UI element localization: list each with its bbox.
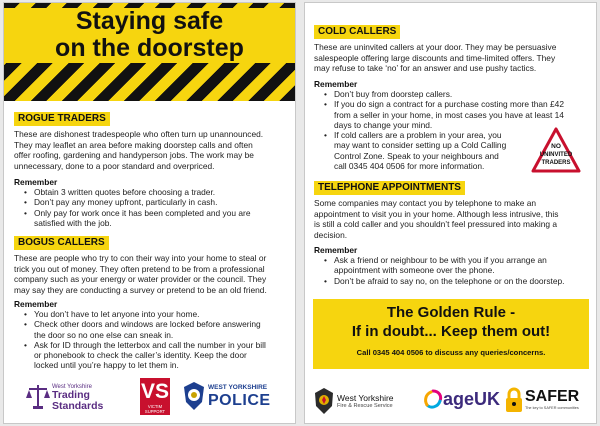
text-line: • Check other doors and windows are locked before answering [34,319,261,330]
list-item [24,197,292,207]
text-line: locked until you’re happy to let them in. [34,360,179,371]
rogue-traders-tips [24,187,292,228]
trading-standards-logo [26,380,122,414]
list-item [24,309,294,319]
partner-logos-left [4,375,295,419]
cold-callers-description [314,42,594,74]
list-item [24,208,292,229]
text-line: • Don’t buy from doorstep callers. [334,89,453,99]
fire-rescue-logo [313,385,413,417]
title-line-2: on the doorstep [55,34,244,62]
text-line: appointment to visit you in your home. Although less intrusive, this [314,208,559,219]
text-line: • Only pay for work once it has been completed and you are [34,207,251,218]
sign-line-2: UNINVITED [539,152,573,158]
victim-support-logo [140,378,170,415]
text-line: unnecessary, done to a poor standard and overpriced. [14,160,215,171]
age-uk-swirl-icon [423,389,443,411]
text-line: They may leaflet an area before making doorstep calls and often [14,139,253,150]
text-line: • If cold callers are a problem in your area, you [334,130,502,141]
bogus-callers-heading: BOGUS CALLERS [14,236,109,250]
text-line: may say they are conducting a survey or pretend to be an old friend. [14,284,267,295]
text-line: These are uninvited callers at your door. They may be persuasive [314,42,557,52]
text-line: offer roofing, gardening and handyperson jobs. The work may be [14,150,254,161]
text-line: These are people who try to con their way into your home to steal or [14,253,267,263]
text-line: Control Zone. Speak to your neighbours and [334,150,499,161]
title-line-1: Staying safe [75,7,224,35]
fire-line-1: West Yorkshire [337,393,394,403]
no-uninvited-traders-sign [531,127,581,173]
list-item [324,276,596,286]
golden-rule-title: The Golden Rule - [386,304,516,321]
hazard-stripe-bottom [4,63,295,101]
text-line: days to change your mind. [334,119,433,130]
text-line: company such as your energy or water provider or the council. They [14,274,267,285]
list-item [24,319,294,340]
text-line: may refuse to take ‘no’ for an answer and use pushy tactics. [314,63,537,74]
safer-text: SAFER [525,388,580,405]
cold-callers-remember-label: Remember [314,79,358,89]
text-line: call 0345 404 0506 for more information. [334,161,485,172]
text-line: Some companies may contact you by telephone to make an [314,198,537,208]
text-line: • Ask a friend or neighbour to be with you if you arrange an [334,255,547,265]
text-line: These are dishonest tradespeople who often turn up unannounced. [14,129,264,139]
sign-line-3: TRADERS [541,160,571,166]
text-line: • Don’t be afraid to say no, on the telephone or on the doorstep. [334,275,565,286]
text-line: trick you out of money. They often pretend to be from a professional [14,263,265,274]
cold-callers-heading: COLD CALLERS [314,25,400,39]
telephone-appointments-heading: TELEPHONE APPOINTMENTS [314,181,465,195]
rogue-traders-heading: ROGUE TRADERS [14,112,110,126]
text-line: or phonebook to check the caller’s identity. Keep the door [34,350,247,361]
telephone-remember-label: Remember [314,245,358,255]
text-line: the door so no one else can sneak in. [34,329,174,340]
list-item [324,255,596,276]
text-line: SUPPORT [144,409,166,414]
text-line: is still a cold caller and you shouldn’t feel pressured into making a [314,219,558,230]
rogue-traders-remember-label: Remember [14,177,58,187]
text-line: • Don’t pay any money upfront, particularly in cash. [34,197,218,208]
text-line: decision. [314,229,348,240]
list-item [24,187,292,197]
text-line: • You don’t have to let anyone into your home. [34,309,200,319]
police-badge-icon [182,381,206,411]
list-item [324,89,596,99]
text-line: • Obtain 3 written quotes before choosing a trader. [34,187,216,197]
leaflet-page-left [3,2,296,424]
police-line-1: WEST YORKSHIRE [208,384,268,391]
trading-standards-line-2: Trading [52,389,90,401]
victim-support-text [140,404,170,414]
text-line: appointment with someone over the phone. [334,265,495,276]
bogus-callers-remember-label: Remember [14,299,58,309]
police-line-2: POLICE [208,392,271,409]
age-uk-logo [423,383,501,417]
padlock-icon [505,387,523,413]
text-line: • If you do sign a contract for a purchase costing more than £42 [334,99,564,110]
sign-line-1: NO [551,143,561,150]
golden-rule-slogan: If in doubt... Keep them out! [351,323,551,340]
text-line: VICTIM [147,404,163,409]
text-line: from a seller in your home, in most cases you have at least 14 [334,109,564,120]
telephone-appointments-description [314,198,594,240]
fire-line-2: Fire & Rescue Service [337,403,393,409]
list-item [24,340,294,371]
age-uk-text: ageUK [443,389,501,409]
text-line: may want to consider setting up a Cold Calling [334,140,507,151]
text-line: salespeople offering large discounts and time-limited offers. They [314,52,556,63]
golden-rule-contact: Call 0345 404 0506 to discuss any queries/concerns. [356,348,546,357]
police-logo [180,378,292,416]
safer-tagline: The key to SAFER communities [525,406,579,410]
victim-support-mark: VS [140,380,169,403]
safer-logo [505,385,591,417]
partner-logos-right [305,379,596,423]
trading-standards-line-1: West Yorkshire [52,384,92,390]
list-item [324,99,596,130]
bogus-callers-description [14,253,292,295]
telephone-tips [324,255,596,286]
bogus-callers-tips [24,309,294,371]
rogue-traders-description [14,129,292,171]
fire-badge-icon [313,387,335,415]
page-title [4,8,295,62]
text-line: • Ask for ID through the letterbox and call the number in your bill [34,339,266,350]
trading-standards-line-3: Standards [52,400,104,412]
title-banner [4,3,295,101]
leaflet-page-right [304,2,597,424]
scales-icon [26,382,50,410]
golden-rule-box [313,299,589,369]
text-line: satisfied with the job. [34,217,112,228]
